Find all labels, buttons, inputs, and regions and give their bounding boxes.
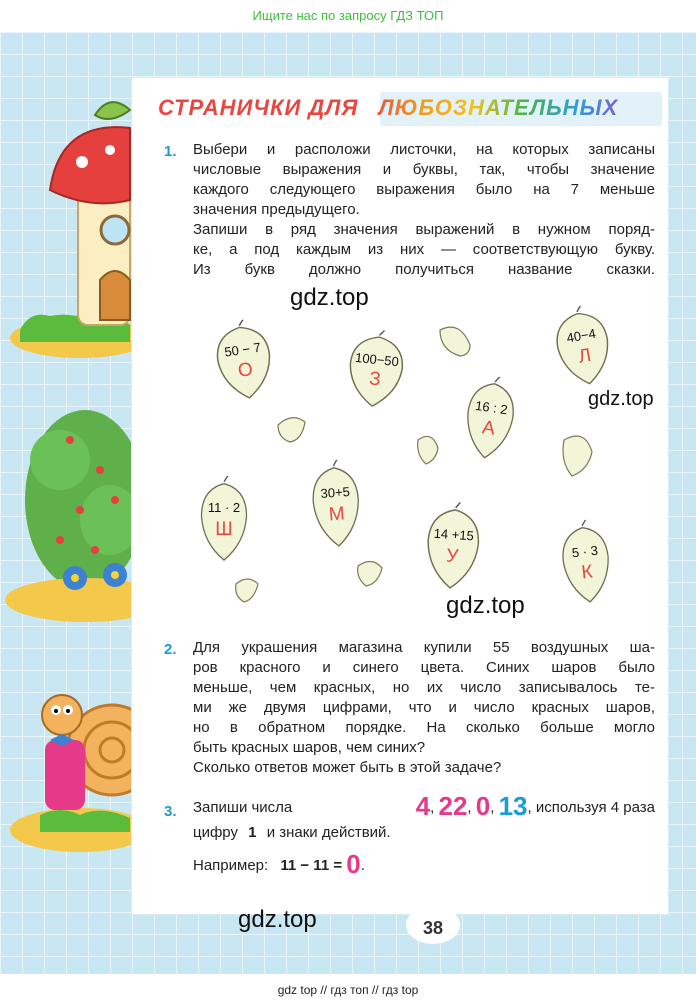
leaf-expression: 30+5 — [320, 483, 351, 501]
number-leaf — [209, 316, 280, 404]
blank-leaf — [278, 418, 305, 442]
task3-line2-b: и знаки действий. — [266, 824, 391, 841]
task3-example-result: 0 — [346, 849, 361, 879]
leaf-expression: 16 : 2 — [474, 397, 509, 417]
task2-line: ми же двумя цифрами, что и число красных шаров, — [193, 699, 655, 716]
watermark-text: gdz.top — [290, 284, 369, 311]
blank-leaf — [236, 579, 258, 602]
leaf-expression: 14 +15 — [433, 525, 475, 544]
task3-example-label: Например: — [193, 857, 269, 874]
task1-line: числовые выражения и буквы, так, чтобы значение — [193, 161, 655, 178]
task3-number-value: 4 — [415, 791, 431, 821]
task2-number: 2. — [164, 641, 177, 658]
task1-number: 1. — [164, 143, 177, 160]
task3-text — [193, 792, 655, 880]
leaf-expression: 40−4 — [565, 326, 597, 346]
blank-leaf — [358, 561, 382, 586]
task3-number: 3. — [164, 803, 177, 820]
leaf-expression: 50 − 7 — [223, 340, 262, 360]
task2-line: быть красных шаров, чем синих? — [193, 739, 426, 756]
task2-line: Сколько ответов может быть в этой задаче? — [193, 759, 502, 776]
task2-line: ров красного и синего цвета. Синих шаров было — [193, 659, 655, 676]
number-leaf — [342, 327, 410, 411]
number-leaf — [556, 518, 616, 607]
task3-digit: 1 — [248, 824, 257, 841]
task3-example — [193, 850, 655, 880]
task3-sep: , — [467, 799, 472, 816]
blank-leaf — [418, 436, 438, 464]
watermark-text: gdz.top — [238, 906, 317, 933]
blank-leaf — [563, 436, 592, 476]
blank-leaf — [440, 327, 470, 356]
leaf-expression: 100−50 — [354, 349, 400, 370]
leaf-letter: У — [445, 545, 460, 568]
bottom-links-bar — [0, 974, 696, 1006]
leaf-letter: Ш — [215, 519, 233, 540]
task1-line: значения предыдущего. — [193, 201, 360, 218]
task3-intro: Запиши числа — [193, 799, 293, 816]
number-leaf — [307, 458, 365, 549]
task3-line1 — [193, 792, 655, 822]
task3-example-expr: 11 − 11 = — [280, 857, 343, 874]
task1-line: ке, а под каждым из них — соответствующую букву. — [193, 241, 655, 258]
task1-line: Из букв должно получиться название сказки. — [193, 261, 655, 278]
task1-line: каждого следующего выражения было на 7 меньше — [193, 181, 655, 198]
bottom-links-text: gdz top // гдз топ // гдз top — [277, 983, 419, 997]
task3-numbers — [416, 792, 655, 822]
leaf-expression: 11 · 2 — [207, 500, 241, 516]
section-title-part1: СТРАНИЧКИ ДЛЯ — [158, 95, 359, 120]
leaf-letter: З — [368, 368, 382, 391]
task1-line: Выбери и расположи листочки, на которых записаны — [193, 141, 655, 158]
leaf-letter: Л — [576, 344, 593, 368]
top-watermark-text: Ищите нас по запросу ГДЗ ТОП — [252, 8, 444, 23]
task3-after: , используя 4 раза — [527, 799, 655, 816]
task3-line2-a: цифру — [193, 824, 238, 841]
leaf-expression: 5 · 3 — [571, 542, 599, 560]
page-number: 38 — [406, 906, 460, 944]
task3-sep: , — [490, 799, 495, 816]
task1-line: Запиши в ряд значения выражений в нужном поряд- — [193, 221, 655, 238]
task2-text — [193, 638, 655, 778]
task3-number-value: 0 — [475, 791, 491, 821]
leaf-letter: А — [480, 417, 497, 440]
task3-line2 — [193, 822, 655, 844]
leaf-letter: К — [580, 561, 594, 584]
task2-line: меньше, чем красных, но их число записывалось те- — [193, 679, 655, 696]
section-title-part2: ЛЮБОЗНАТЕЛЬНЫХ — [368, 93, 628, 123]
task2-line: Для украшения магазина купили 55 воздушных ша- — [193, 639, 655, 656]
task3-number-value: 13 — [498, 791, 528, 821]
task3-example-end: . — [360, 857, 365, 874]
leaf-letter: О — [236, 358, 255, 382]
watermark-text: gdz.top — [588, 388, 654, 410]
number-leaf — [421, 500, 485, 592]
task3-sep: , — [430, 799, 435, 816]
watermark-text: gdz.top — [446, 592, 525, 619]
task2-line: но в обратном порядке. На сколько больше могло — [193, 719, 655, 736]
leaf-letter: М — [328, 503, 346, 526]
number-leaf — [198, 476, 250, 562]
task3-number-value: 22 — [438, 791, 468, 821]
